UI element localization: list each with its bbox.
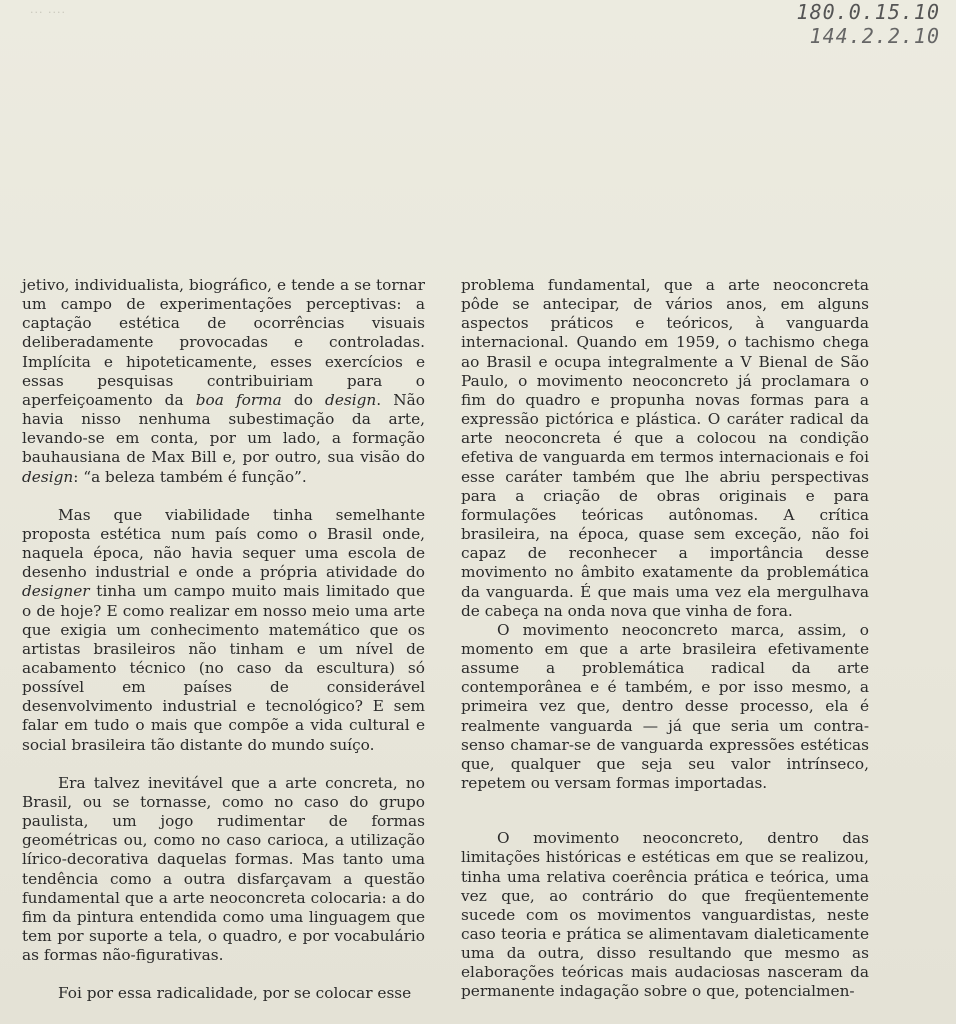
faint-stamp: ··· ····	[30, 6, 66, 19]
paragraph-gap	[22, 487, 425, 506]
handwritten-number-1: 180.0.15.10	[796, 0, 940, 24]
text-run: tinha um campo muito mais limitado que o de hoje? E como realizar em nosso meio uma arte que exigia um conhecimento matemático que os artistas brasileiros não tinham e um nível de acabamento técnico (no caso da escultura) só possível em países de considerável desenvolvimento industrial e tecnológico? E sem falar em tudo o mais que compõe a vida cultural e social brasileira tão distante do mundo suíço.	[22, 582, 425, 754]
text-run: Mas que viabilidade tinha semelhante proposta estética num país como o Brasil onde, naquela época, não havia sequer uma escola de desenho industrial e onde a própria atividade do	[22, 505, 425, 582]
italic-text: design	[22, 467, 74, 486]
text-run: jetivo, individualista, biográfico, e tende a se tornar um campo de experimentações perceptivas: a captação estética de ocorrências visuais deliberadamente provocadas e controladas. Implícita e hipoteticamente, esses exercícios e essas pesquisas contribuiriam para o aperfeiçoamento da	[22, 276, 425, 409]
left-text-column	[22, 276, 425, 1003]
paragraph: Foi por essa radicalidade, por se colocar esse	[58, 984, 412, 1003]
paragraph: O movimento neoconcreto, dentro das limitações históricas e estéticas em que se realizou, tinha uma relativa coerência prática e teórica, uma vez que, ao contrário do que freqüentemente sucede com os movimentos vanguardistas, neste caso teoria e prática se alimentavam dialeticamente uma da outra, disso resultando que mesmo as elaborações teóricas mais audaciosas nasceram da permanente indagação sobre o que, potencialmen-	[461, 829, 869, 1001]
text-run: : “a beleza também é função”.	[73, 467, 307, 486]
right-text-column	[461, 276, 869, 1002]
handwritten-number-2: 144.2.2.10	[809, 24, 940, 48]
handwritten-catalog-numbers	[797, 0, 940, 48]
text-run: do	[281, 390, 326, 409]
italic-text: designer	[22, 582, 90, 601]
paragraph	[22, 276, 425, 487]
paragraph: Era talvez inevitável que a arte concreta, no Brasil, ou se tornasse, como no caso do grupo paulista, um jogo rudimentar de formas geométricas ou, como no caso carioca, a utilização lírico-decorativa daquelas formas. Mas tanto uma tendência como a outra disfarçavam a questão fundamental que a arte neoconcreta colocaria: a do fim da pintura entendida como uma linguagem que tem por suporte a tela, o quadro, e por vocabulário as formas não-figurativas.	[22, 773, 425, 965]
paragraph: O movimento neoconcreto marca, assim, o momento em que a arte brasileira efetivamente assume a problemática radical da arte contemporânea e é também, e por isso mesmo, a primeira vez que, dentro desse processo, ela é realmente vanguarda — já que seria um contra-senso chamar-se de vanguarda expressões estéticas que, qualquer que seja seu valor intrínseco, repetem ou versam formas importadas.	[461, 620, 869, 793]
paragraph-gap	[461, 793, 869, 829]
paragraph: problema fundamental, que a arte neoconcreta pôde se antecipar, de vários anos, em alguns aspectos práticos e teóricos, à vanguarda internacional. Quando em 1959, o tachismo chega ao Brasil e ocupa integralmente a V Bienal de São Paulo, o movimento neoconcreto já proclamara o fim do quadro e propunha novas formas para a expressão pictórica e plástica. O caráter radical da arte neoconcreta é que a colocou na condição efetiva de vanguarda em termos internacionais e foi esse caráter também que lhe abriu perspectivas para a criação de obras originais e para formulações teóricas autônomas. A crítica brasileira, na época, quase sem exceção, não foi capaz de reconhecer a importância desse movimento no âmbito exatamente da problemática da vanguarda. É que mais uma vez ela mergulhava de cabeça na onda nova que vinha de fora.	[461, 276, 869, 620]
paragraph	[22, 506, 425, 755]
paragraph-gap	[22, 965, 425, 984]
text-run: . Não havia nisso nenhuma subestimação da arte, levando-se em conta, por um lado, a formação bauhausiana de Max Bill e, por outro, sua visão do	[22, 390, 425, 467]
italic-text: design	[325, 390, 377, 409]
paragraph-gap	[22, 755, 425, 774]
italic-text: boa forma	[195, 390, 282, 409]
